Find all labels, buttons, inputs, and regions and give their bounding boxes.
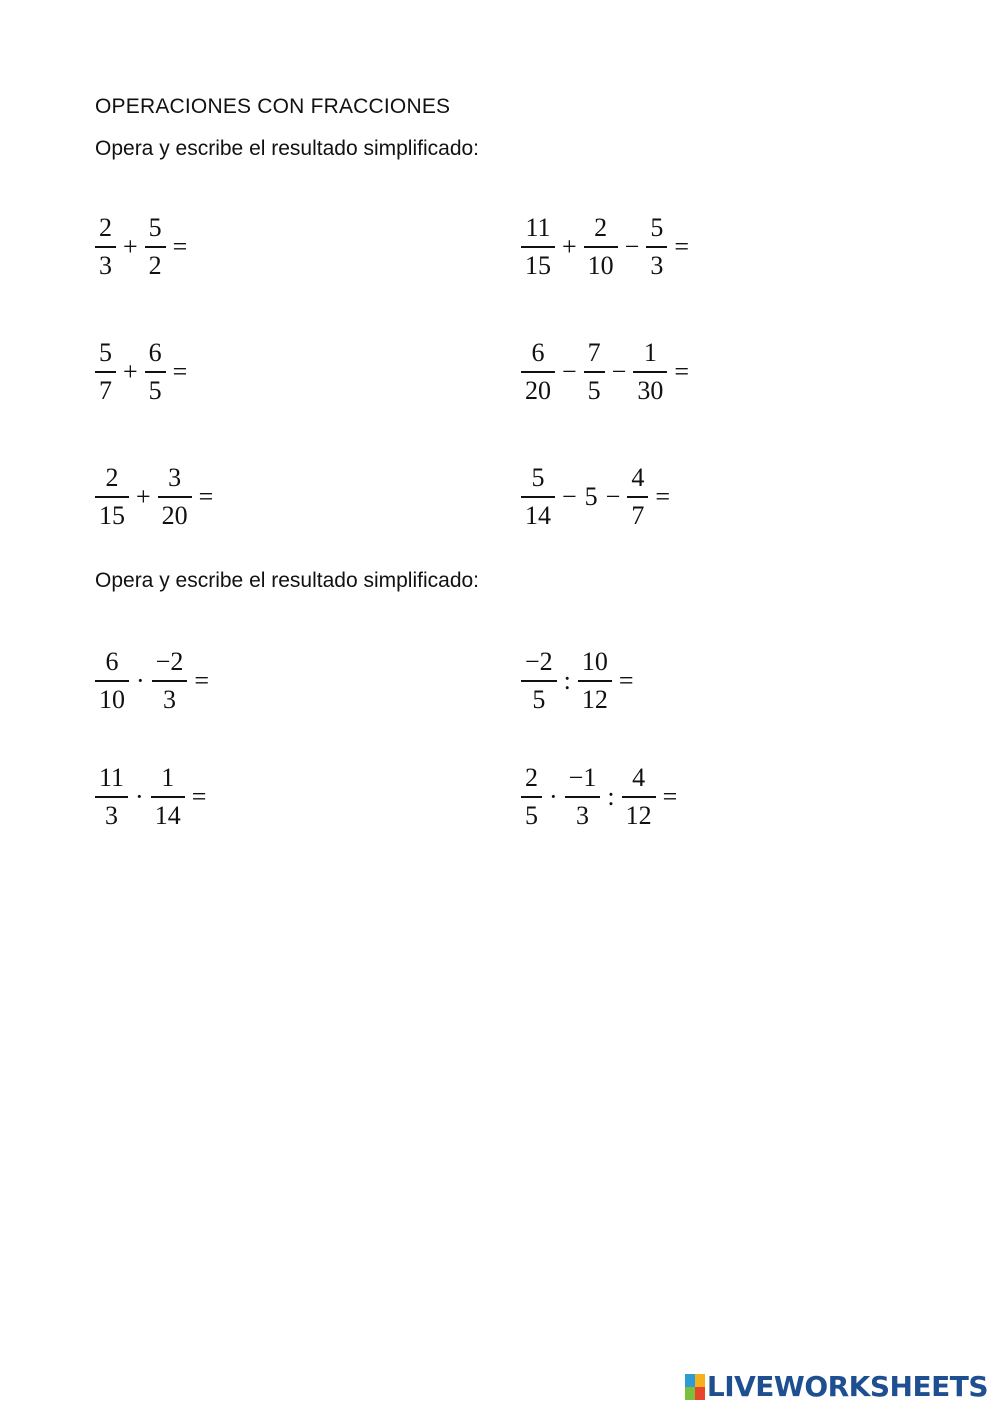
numerator: 2 bbox=[105, 463, 119, 493]
denominator: 5 bbox=[148, 375, 162, 405]
numerator: 5 bbox=[650, 213, 664, 243]
denominator: 20 bbox=[525, 375, 551, 405]
fraction bbox=[95, 762, 128, 832]
numerator: 1 bbox=[643, 338, 657, 368]
fraction bbox=[145, 337, 166, 407]
fraction bbox=[158, 462, 192, 532]
fraction-bar bbox=[633, 371, 667, 373]
fraction-bar bbox=[521, 680, 557, 682]
equals-sign: = bbox=[674, 357, 690, 386]
denominator: 30 bbox=[637, 375, 664, 405]
multiply-operator: · bbox=[549, 782, 558, 811]
denominator: 3 bbox=[105, 800, 119, 830]
fraction bbox=[152, 646, 188, 716]
fraction-bar bbox=[622, 796, 656, 798]
fraction bbox=[565, 762, 601, 832]
fraction-bar bbox=[521, 496, 555, 498]
fraction bbox=[521, 462, 555, 532]
denominator: 3 bbox=[650, 250, 664, 280]
denominator: 3 bbox=[163, 684, 176, 714]
numerator: 2 bbox=[525, 763, 538, 793]
exercise-1-2 bbox=[518, 207, 693, 287]
denominator: 5 bbox=[587, 375, 601, 405]
fraction bbox=[145, 212, 166, 282]
exercise-2-3 bbox=[92, 757, 210, 837]
exercise-2-1 bbox=[92, 641, 213, 721]
minus-operator: − bbox=[624, 232, 640, 261]
numerator: 4 bbox=[632, 763, 646, 793]
fraction-bar bbox=[646, 246, 667, 248]
whole-number: 5 bbox=[584, 482, 598, 511]
fraction bbox=[95, 212, 116, 282]
instruction-addition: Opera y escribe el resultado simplificado: bbox=[95, 137, 480, 160]
plus-operator: + bbox=[123, 357, 138, 386]
exercise-1-6 bbox=[518, 457, 674, 537]
denominator: 7 bbox=[99, 375, 112, 405]
fraction bbox=[646, 212, 667, 282]
worksheet-title: OPERACIONES CON FRACCIONES bbox=[95, 95, 451, 118]
denominator: 12 bbox=[581, 684, 608, 714]
fraction-bar bbox=[521, 371, 555, 373]
denominator: 15 bbox=[525, 250, 551, 280]
divide-operator: : bbox=[563, 666, 571, 695]
fraction-bar bbox=[145, 371, 166, 373]
minus-operator: − bbox=[562, 482, 577, 511]
fraction-bar bbox=[95, 680, 129, 682]
liveworksheets-logo-icon bbox=[685, 1374, 705, 1400]
multiply-operator: · bbox=[135, 782, 144, 811]
plus-operator: + bbox=[562, 232, 577, 261]
fraction-bar bbox=[521, 796, 542, 798]
numerator: 11 bbox=[99, 763, 125, 793]
equals-sign: = bbox=[655, 482, 671, 511]
numerator: 5 bbox=[531, 463, 545, 493]
fraction bbox=[622, 762, 656, 832]
numerator: 5 bbox=[99, 338, 112, 368]
minus-operator: − bbox=[611, 357, 627, 386]
fraction bbox=[95, 337, 116, 407]
denominator: 3 bbox=[576, 800, 589, 830]
fraction-bar bbox=[158, 496, 192, 498]
numerator: 6 bbox=[531, 338, 545, 368]
equals-sign: = bbox=[662, 782, 678, 811]
instruction-multiplication: Opera y escribe el resultado simplificado: bbox=[95, 569, 480, 592]
liveworksheets-logo[interactable] bbox=[685, 1370, 988, 1403]
fraction bbox=[521, 646, 557, 716]
denominator: 14 bbox=[154, 800, 181, 830]
fraction-bar bbox=[565, 796, 601, 798]
fraction-bar bbox=[95, 371, 116, 373]
denominator: 7 bbox=[631, 500, 645, 530]
fraction-bar bbox=[584, 371, 605, 373]
denominator: 10 bbox=[99, 684, 125, 714]
equals-sign: = bbox=[172, 232, 188, 261]
multiply-operator: · bbox=[136, 666, 145, 695]
fraction bbox=[584, 337, 605, 407]
numerator: 11 bbox=[525, 213, 551, 243]
fraction-bar bbox=[95, 496, 129, 498]
numerator: 10 bbox=[581, 647, 608, 677]
denominator: 15 bbox=[99, 500, 125, 530]
numerator: 3 bbox=[168, 463, 182, 493]
exercise-1-4 bbox=[518, 332, 693, 412]
minus-operator: − bbox=[562, 357, 577, 386]
exercise-1-1 bbox=[92, 207, 191, 287]
fraction bbox=[627, 462, 648, 532]
plus-operator: + bbox=[136, 482, 151, 511]
divide-operator: : bbox=[607, 782, 615, 811]
fraction-bar bbox=[95, 796, 128, 798]
denominator: 3 bbox=[99, 250, 112, 280]
denominator: 14 bbox=[525, 500, 551, 530]
fraction-bar bbox=[521, 246, 555, 248]
denominator: 5 bbox=[532, 684, 546, 714]
equals-sign: = bbox=[674, 232, 690, 261]
fraction bbox=[95, 646, 129, 716]
numerator: 2 bbox=[99, 213, 112, 243]
exercise-2-4 bbox=[518, 757, 681, 837]
numerator: 2 bbox=[594, 213, 608, 243]
numerator: 6 bbox=[148, 338, 162, 368]
numerator: −1 bbox=[568, 763, 597, 793]
denominator: 10 bbox=[587, 250, 614, 280]
fraction bbox=[633, 337, 667, 407]
fraction bbox=[521, 762, 542, 832]
denominator: 20 bbox=[161, 500, 188, 530]
logo-text: LIVEWORKSHEETS bbox=[706, 1370, 988, 1403]
fraction-bar bbox=[578, 680, 612, 682]
fraction-bar bbox=[145, 246, 166, 248]
equals-sign: = bbox=[198, 482, 214, 511]
equals-sign: = bbox=[191, 782, 207, 811]
denominator: 2 bbox=[148, 250, 162, 280]
fraction-bar bbox=[151, 796, 185, 798]
numerator: 7 bbox=[587, 338, 601, 368]
fraction bbox=[578, 646, 612, 716]
numerator: 4 bbox=[631, 463, 645, 493]
fraction bbox=[584, 212, 618, 282]
fraction-bar bbox=[584, 246, 618, 248]
equals-sign: = bbox=[194, 666, 210, 695]
fraction bbox=[151, 762, 185, 832]
denominator: 5 bbox=[525, 800, 538, 830]
numerator: 6 bbox=[105, 647, 119, 677]
exercise-2-2 bbox=[518, 641, 638, 721]
fraction bbox=[95, 462, 129, 532]
plus-operator: + bbox=[123, 232, 138, 261]
equals-sign: = bbox=[618, 666, 634, 695]
exercise-1-5 bbox=[92, 457, 217, 537]
fraction-bar bbox=[95, 246, 116, 248]
numerator: −2 bbox=[525, 647, 553, 677]
fraction bbox=[521, 337, 555, 407]
fraction bbox=[521, 212, 555, 282]
numerator: 1 bbox=[161, 763, 175, 793]
exercise-1-3 bbox=[92, 332, 191, 412]
numerator: 5 bbox=[148, 213, 162, 243]
numerator: −2 bbox=[155, 647, 184, 677]
equals-sign: = bbox=[172, 357, 188, 386]
denominator: 12 bbox=[625, 800, 652, 830]
fraction-bar bbox=[152, 680, 188, 682]
minus-operator: − bbox=[605, 482, 621, 511]
fraction-bar bbox=[627, 496, 648, 498]
